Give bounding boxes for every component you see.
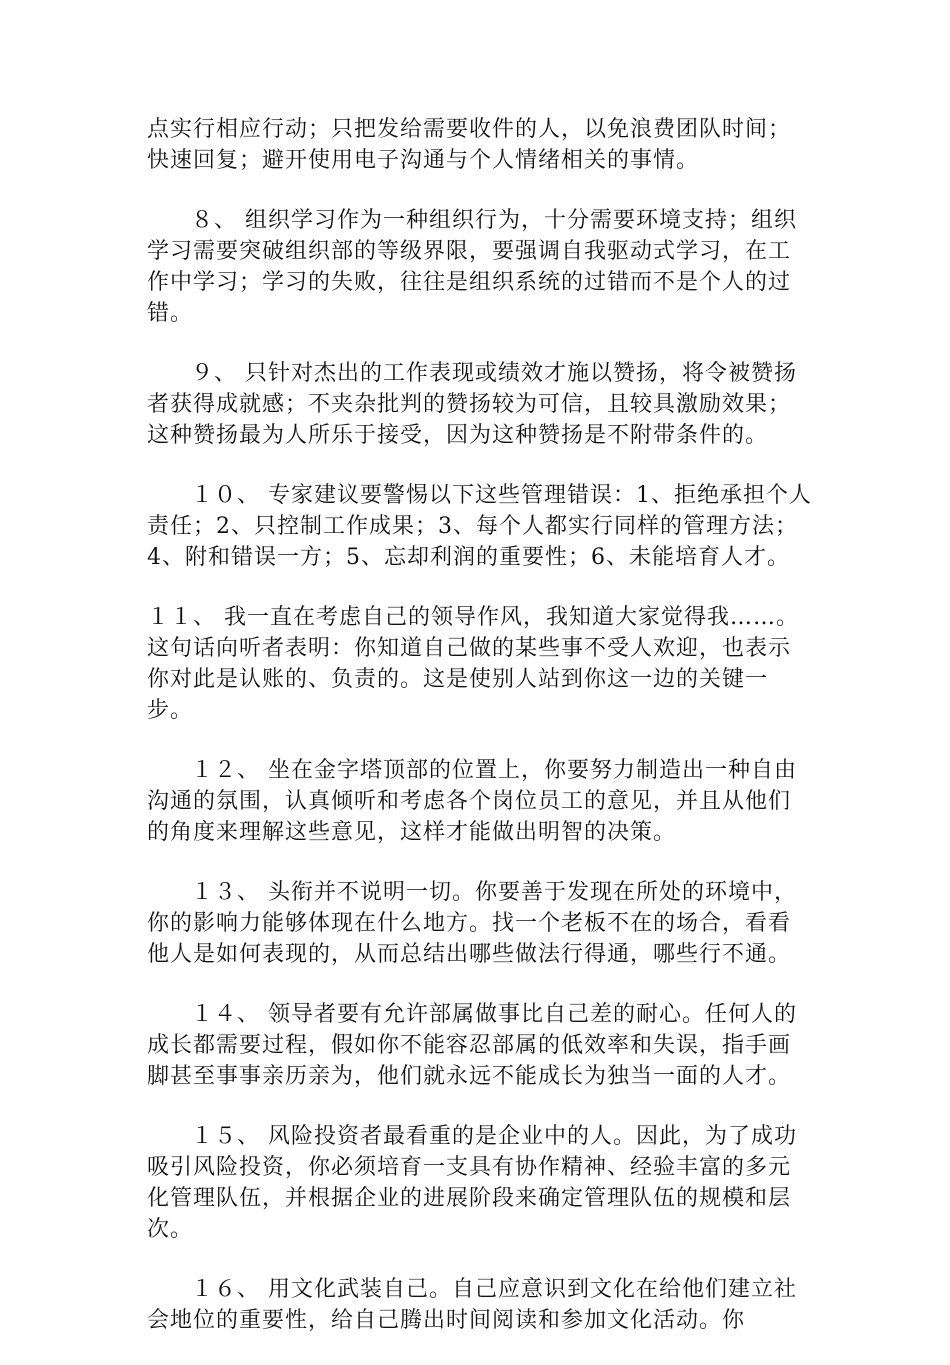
paragraph-14: １４、 领导者要有允许部属做事比自己差的耐心。任何人的成长都需要过程，假如你不能容忍部属的低效率和失误，指手画脚甚至事事亲历亲为，他们就永远不能成长为独当一面的人才。 (147, 1002, 797, 1089)
paragraph-12: １２、 坐在金字塔顶部的位置上，你要努力制造出一种自由沟通的氛围，认真倾听和考虑各个岗位员工的意见，并且从他们的角度来理解这些意见，这样才能做出明智的决策。 (147, 758, 797, 845)
paragraph-continuation: 点实行相应行动；只把发给需要收件的人，以免浪费团队时间；快速回复；避开使用电子沟通与个人情绪相关的事情。 (147, 117, 792, 173)
paragraph-13: １３、 头衔并不说明一切。你要善于发现在所处的环境中，你的影响力能够体现在什么地方。找一个老板不在的场合，看看他人是如何表现的，从而总结出哪些做法行得通，哪些行不通。 (147, 880, 797, 967)
paragraph-8: ８、 组织学习作为一种组织行为，十分需要环境支持；组织学习需要突破组织部的等级界限，要强调自我驱动式学习，在工作中学习；学习的失败，往往是组织系统的过错而不是个人的过错。 (147, 208, 797, 326)
paragraph-10: １０、 专家建议要警惕以下这些管理错误：1、拒绝承担个人责任；2、只控制工作成果；3、每个人都实行同样的管理方法；4、附和错误一方；5、忘却利润的重要性；6、未能培育人才。 (147, 483, 812, 570)
document-body (147, 114, 812, 1365)
paragraph-16: １６、 用文化武装自己。自己应意识到文化在给他们建立社会地位的重要性，给自己腾出时间阅读和参加文化活动。你 (147, 1277, 797, 1333)
paragraph-15: １５、 风险投资者最看重的是企业中的人。因此，为了成功吸引风险投资，你必须培育一支具有协作精神、经验丰富的多元化管理队伍，并根据企业的进展阶段来确定管理队伍的规模和层次。 (147, 1124, 797, 1242)
paragraph-9: ９、 只针对杰出的工作表现或绩效才施以赞扬，将令被赞扬者获得成就感；不夹杂批判的赞扬较为可信，且较具激励效果；这种赞扬最为人所乐于接受，因为这种赞扬是不附带条件的。 (147, 361, 797, 448)
paragraph-11: １１、 我一直在考虑自己的领导作风，我知道大家觉得我……。这句话向听者表明：你知道自己做的某些事不受人欢迎，也表示你对此是认账的、负责的。这是使别人站到你这一边的关键一步。 (147, 605, 799, 723)
